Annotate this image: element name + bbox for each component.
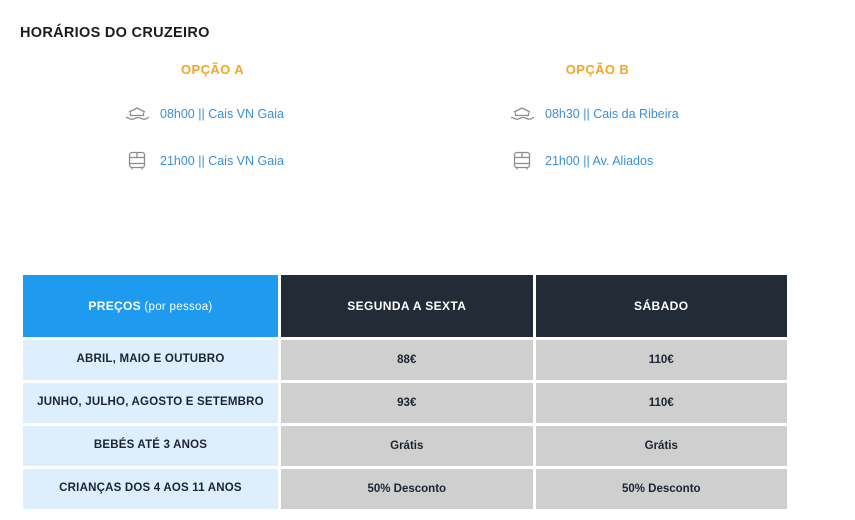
schedule-block xyxy=(20,62,810,187)
option-a-title: OPÇÃO A xyxy=(181,62,244,77)
header-prices xyxy=(23,275,278,337)
table-header-row xyxy=(23,275,787,337)
header-saturday: SÁBADO xyxy=(536,275,788,337)
table-row xyxy=(23,426,787,466)
boat-icon xyxy=(120,105,154,123)
option-b-rows xyxy=(405,93,790,182)
schedule-row xyxy=(120,140,405,182)
row-weekday-value: 50% Desconto xyxy=(281,469,533,509)
schedule-row-text: 08h30 || Cais da Ribeira xyxy=(545,107,679,121)
option-a-rows xyxy=(20,93,405,182)
page-title: HORÁRIOS DO CRUZEIRO xyxy=(20,25,210,41)
row-label: JUNHO, JULHO, AGOSTO E SETEMBRO xyxy=(23,383,278,423)
option-b-title: OPÇÃO B xyxy=(565,62,630,77)
schedule-option-a xyxy=(20,62,405,187)
bus-icon xyxy=(505,150,539,172)
schedule-option-b xyxy=(405,62,790,187)
boat-icon xyxy=(505,105,539,123)
row-saturday-value: 110€ xyxy=(536,340,788,380)
table-row xyxy=(23,383,787,423)
row-saturday-value: Grátis xyxy=(536,426,788,466)
row-weekday-value: Grátis xyxy=(281,426,533,466)
row-saturday-value: 50% Desconto xyxy=(536,469,788,509)
schedule-row xyxy=(120,93,405,135)
row-label: CRIANÇAS DOS 4 AOS 11 ANOS xyxy=(23,469,278,509)
row-label: ABRIL, MAIO E OUTUBRO xyxy=(23,340,278,380)
row-weekday-value: 88€ xyxy=(281,340,533,380)
row-label: BEBÉS ATÉ 3 ANOS xyxy=(23,426,278,466)
schedule-row-text: 21h00 || Cais VN Gaia xyxy=(160,154,284,168)
schedule-row xyxy=(505,93,790,135)
schedule-row-text: 21h00 || Av. Aliados xyxy=(545,154,654,168)
table-row xyxy=(23,469,787,509)
row-saturday-value: 110€ xyxy=(536,383,788,423)
prices-table xyxy=(20,272,790,512)
header-prices-main: PREÇOS xyxy=(88,299,141,313)
header-weekday: SEGUNDA A SEXTA xyxy=(281,275,533,337)
row-weekday-value: 93€ xyxy=(281,383,533,423)
table-row xyxy=(23,340,787,380)
header-prices-sub: (por pessoa) xyxy=(140,301,213,313)
schedule-row xyxy=(505,140,790,182)
bus-icon xyxy=(120,150,154,172)
schedule-row-text: 08h00 || Cais VN Gaia xyxy=(160,107,284,121)
